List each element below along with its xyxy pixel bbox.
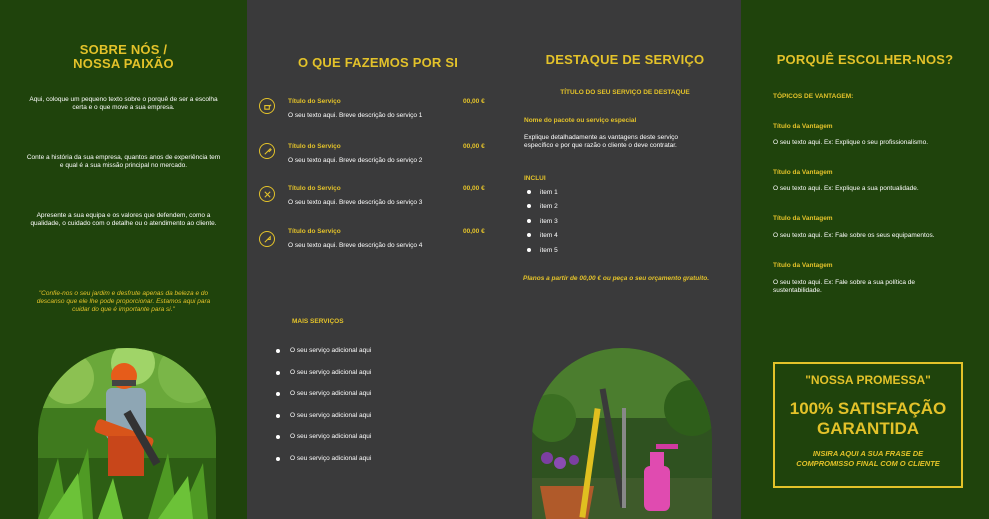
- about-panel: [0, 0, 247, 519]
- more-service-3: O seu serviço adicional aqui: [290, 390, 372, 397]
- about-title: [0, 43, 247, 71]
- bullet-dot: [527, 248, 531, 252]
- gardener-photo: [38, 348, 216, 519]
- bullet-dot: [276, 371, 280, 375]
- service-4-title: Título do Serviço: [288, 228, 341, 235]
- service-2-title: Título do Serviço: [288, 143, 341, 150]
- bullet-dot: [276, 457, 280, 461]
- about-paragraph-1: Aqui, coloque um pequeno texto sobre o porquê de ser a escolha certa e o que move a sua empresa.: [29, 96, 218, 111]
- advantage-2-title: Título da Vantagem: [773, 169, 833, 176]
- about-paragraph-3: Apresente a sua equipa e os valores que defendem, como a qualidade, o cuidado com o detalhe ou o atendimento ao cliente.: [30, 212, 217, 227]
- include-item-1: item 1: [540, 189, 558, 196]
- trowel-icon: [259, 231, 275, 247]
- advantage-4-title: Título da Vantagem: [773, 262, 833, 269]
- include-item-5: item 5: [540, 247, 558, 254]
- bullet-dot: [276, 414, 280, 418]
- service-3-desc: O seu texto aqui. Breve descrição do serviço 3: [288, 199, 423, 206]
- more-service-6: O seu serviço adicional aqui: [290, 455, 372, 462]
- advantage-1-title: Título da Vantagem: [773, 123, 833, 130]
- services-panel: [247, 0, 509, 519]
- promise-box: [773, 362, 963, 488]
- plans-text: Planos a partir de 00,00 € ou peça o seu orçamento gratuito.: [523, 275, 710, 282]
- about-title-line2: NOSSA PAIXÃO: [73, 56, 174, 71]
- advantage-3-desc: O seu texto aqui. Ex: Fale sobre os seus equipamentos.: [773, 232, 935, 239]
- why-title: PORQUÊ ESCOLHER-NOS?: [776, 52, 954, 67]
- service-1-desc: O seu texto aqui. Breve descrição do serviço 1: [288, 112, 423, 119]
- more-service-4: O seu serviço adicional aqui: [290, 412, 372, 419]
- include-item-2: item 2: [540, 203, 558, 210]
- service-1-price: 00,00 €: [463, 98, 485, 105]
- service-4-price: 00,00 €: [463, 228, 485, 235]
- bullet-dot: [527, 204, 531, 208]
- bullet-dot: [527, 190, 531, 194]
- featured-package-name: Nome do pacote ou serviço especial: [524, 117, 637, 124]
- service-1-title: Título do Serviço: [288, 98, 341, 105]
- more-service-2: O seu serviço adicional aqui: [290, 369, 372, 376]
- about-paragraph-2: Conte a história da sua empresa, quantos anos de experiência tem e qual é a sua missão principal no mercado.: [26, 154, 221, 169]
- bullet-dot: [527, 233, 531, 237]
- more-service-5: O seu serviço adicional aqui: [290, 433, 372, 440]
- featured-description: Explique detalhadamente as vantagens deste serviço específico e por que razão o cliente o deve contratar.: [524, 134, 678, 149]
- promise-headline-line2: GARANTIDA: [817, 419, 919, 438]
- include-item-3: item 3: [540, 218, 558, 225]
- advantage-2-desc: O seu texto aqui. Ex: Explique a sua pontualidade.: [773, 185, 919, 192]
- service-3-price: 00,00 €: [463, 185, 485, 192]
- promise-label: "NOSSA PROMESSA": [805, 373, 931, 387]
- topics-label: TÓPICOS DE VANTAGEM:: [773, 93, 854, 100]
- includes-label: INCLUI: [524, 175, 546, 182]
- bullet-dot: [527, 219, 531, 223]
- service-4-desc: O seu texto aqui. Breve descrição do serviço 4: [288, 242, 423, 249]
- promise-headline: [775, 399, 961, 439]
- advantage-4-desc: O seu texto aqui. Ex: Fale sobre a sua política de sustentabilidade.: [773, 279, 915, 294]
- advantage-3-title: Título da Vantagem: [773, 215, 833, 222]
- more-services-title: MAIS SERVIÇOS: [292, 318, 344, 325]
- bullet-dot: [276, 392, 280, 396]
- shears-icon: [259, 186, 275, 202]
- shovel-icon: [259, 143, 275, 159]
- garden-tools-photo: [532, 348, 712, 519]
- services-title: O QUE FAZEMOS POR SI: [297, 55, 459, 70]
- more-service-1: O seu serviço adicional aqui: [290, 347, 372, 354]
- featured-panel: [509, 0, 741, 519]
- service-3-title: Título do Serviço: [288, 185, 341, 192]
- about-title-line1: SOBRE NÓS /: [79, 42, 168, 57]
- featured-subtitle: TÍTULO DO SEU SERVIÇO DE DESTAQUE: [560, 89, 690, 96]
- include-item-4: item 4: [540, 232, 558, 239]
- bullet-dot: [276, 435, 280, 439]
- service-2-price: 00,00 €: [463, 143, 485, 150]
- watering-can-icon: [259, 98, 275, 114]
- promise-tagline: INSIRA AQUI A SUA FRASE DE COMPROMISSO FINAL COM O CLIENTE: [796, 449, 940, 468]
- featured-title: DESTAQUE DE SERVIÇO: [545, 52, 705, 67]
- bullet-dot: [276, 349, 280, 353]
- service-2-desc: O seu texto aqui. Breve descrição do serviço 2: [288, 157, 423, 164]
- promise-headline-line1: 100% SATISFAÇÃO: [789, 399, 947, 418]
- about-quote: "Confie-nos o seu jardim e desfrute apenas da beleza e do descanso que ele lhe pode proporcionar. Estamos aqui para cuidar do que é importante para si.": [36, 290, 211, 313]
- advantage-1-desc: O seu texto aqui. Ex: Explique o seu profissionalismo.: [773, 139, 928, 146]
